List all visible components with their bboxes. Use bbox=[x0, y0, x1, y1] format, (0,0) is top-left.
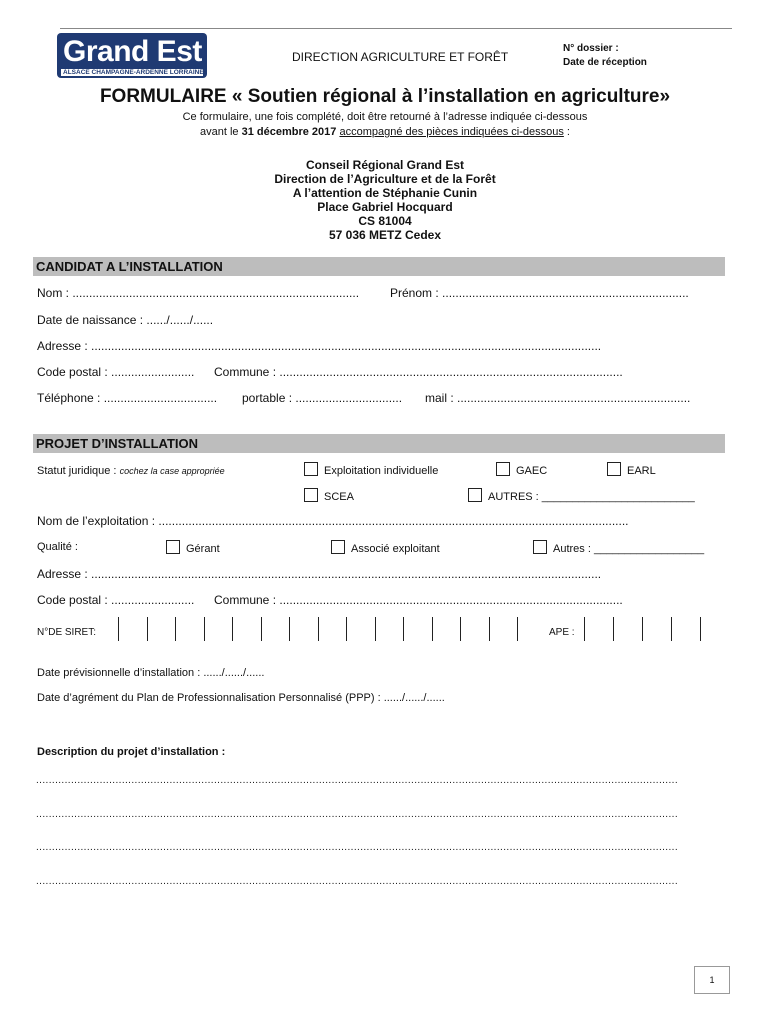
postal-address bbox=[60, 158, 710, 242]
checkbox[interactable] bbox=[304, 488, 318, 502]
siret-digit[interactable] bbox=[347, 617, 376, 641]
siret-digit[interactable] bbox=[205, 617, 234, 641]
qualite-associe[interactable] bbox=[331, 540, 440, 555]
checkbox[interactable] bbox=[166, 540, 180, 554]
option-label: EARL bbox=[627, 465, 656, 477]
candidat-commune-field[interactable]: Commune : ....................................................................................................... bbox=[214, 365, 623, 379]
form-title: FORMULAIRE « Soutien régional à l’installation en agriculture» bbox=[99, 86, 671, 107]
projet-address-field[interactable]: Adresse : ......................................................................................................................................................... bbox=[37, 567, 602, 581]
option-label: Associé exploitant bbox=[351, 543, 440, 555]
statut-label bbox=[37, 465, 225, 477]
birthdate-field[interactable]: Date de naissance : ....../....../...... bbox=[37, 313, 214, 327]
intro-after: : bbox=[563, 126, 570, 138]
option-label: SCEA bbox=[324, 491, 354, 503]
dossier-block bbox=[563, 42, 647, 70]
siret-digit[interactable] bbox=[376, 617, 405, 641]
checkbox[interactable] bbox=[331, 540, 345, 554]
qualite-gerant[interactable] bbox=[166, 540, 220, 555]
grand-est-logo bbox=[57, 33, 207, 78]
candidat-postal-code-field[interactable]: Code postal : ......................... bbox=[37, 365, 195, 379]
section-heading-projet: PROJET D’INSTALLATION bbox=[33, 434, 725, 453]
description-line[interactable]: .......................................................................................................................................................................................................... bbox=[36, 809, 679, 820]
address-line: 57 036 METZ Cedex bbox=[328, 228, 442, 242]
option-gaec[interactable] bbox=[496, 462, 547, 477]
logo-subtitle: ALSACE CHAMPAGNE-ARDENNE LORRAINE bbox=[63, 69, 204, 76]
option-label: GAEC bbox=[516, 465, 548, 477]
ape-digit[interactable] bbox=[643, 617, 672, 641]
nom-field[interactable]: Nom : ...................................................................................... bbox=[37, 286, 360, 300]
intro-text bbox=[60, 110, 710, 140]
ape-digit[interactable] bbox=[614, 617, 643, 641]
address-line: Conseil Régional Grand Est bbox=[305, 158, 465, 172]
installation-date-field[interactable]: Date prévisionnelle d’installation : ....../....../...... bbox=[37, 667, 265, 679]
address-line: Direction de l’Agriculture et de la Forêt bbox=[274, 172, 496, 186]
checkbox[interactable] bbox=[496, 462, 510, 476]
exploitation-name-field[interactable]: Nom de l’exploitation : ............................................................................................................................................. bbox=[37, 514, 629, 528]
siret-digit[interactable] bbox=[290, 617, 319, 641]
ape-digit[interactable] bbox=[585, 617, 614, 641]
checkbox[interactable] bbox=[468, 488, 482, 502]
siret-digit[interactable] bbox=[233, 617, 262, 641]
checkbox[interactable] bbox=[607, 462, 621, 476]
checkbox[interactable] bbox=[533, 540, 547, 554]
description-line[interactable]: .......................................................................................................................................................................................................... bbox=[36, 876, 679, 887]
page-number: 1 bbox=[694, 966, 730, 994]
siret-digit[interactable] bbox=[490, 617, 519, 641]
statut-hint: cochez la case appropriée bbox=[119, 466, 225, 476]
option-label: Autres : __________________ bbox=[553, 543, 705, 555]
option-exploitation[interactable] bbox=[304, 462, 438, 477]
ape-boxes[interactable] bbox=[584, 617, 701, 641]
email-field[interactable]: mail : ...................................................................... bbox=[425, 391, 691, 405]
prenom-field[interactable]: Prénom : .......................................................................... bbox=[390, 286, 689, 300]
siret-boxes[interactable] bbox=[118, 617, 518, 641]
address-line: Place Gabriel Hocquard bbox=[317, 200, 453, 214]
top-rule bbox=[60, 28, 732, 29]
attachments-note: accompagné des pièces indiquées ci-dessous bbox=[339, 126, 564, 138]
siret-digit[interactable] bbox=[319, 617, 348, 641]
intro-before: avant le bbox=[200, 126, 242, 138]
checkbox[interactable] bbox=[304, 462, 318, 476]
address-line: A l’attention de Stéphanie Cunin bbox=[292, 186, 478, 200]
description-line[interactable]: .......................................................................................................................................................................................................... bbox=[36, 842, 679, 853]
option-label: Exploitation individuelle bbox=[324, 465, 439, 477]
siret-digit[interactable] bbox=[176, 617, 205, 641]
siret-digit[interactable] bbox=[148, 617, 177, 641]
telephone-field[interactable]: Téléphone : .................................. bbox=[37, 391, 218, 405]
siret-digit[interactable] bbox=[433, 617, 462, 641]
ppp-date-field[interactable]: Date d’agrément du Plan de Professionnalisation Personnalisé (PPP) : ....../....../...... bbox=[37, 692, 445, 704]
description-label: Description du projet d’installation : bbox=[37, 746, 226, 758]
logo-brand: Grand Est bbox=[63, 35, 202, 68]
qualite-label: Qualité : bbox=[37, 541, 78, 553]
ape-label: APE : bbox=[549, 627, 575, 638]
siret-digit[interactable] bbox=[404, 617, 433, 641]
siret-label: N°DE SIRET: bbox=[37, 627, 97, 638]
direction-label: DIRECTION AGRICULTURE ET FORÊT bbox=[292, 50, 509, 64]
reception-date-label: Date de réception bbox=[563, 57, 647, 68]
option-label: Gérant bbox=[186, 543, 220, 555]
projet-commune-field[interactable]: Commune : ....................................................................................................... bbox=[214, 593, 623, 607]
intro-line-2 bbox=[60, 125, 710, 140]
section-heading-candidat: CANDIDAT A L’INSTALLATION bbox=[33, 257, 725, 276]
dossier-number-label: N° dossier : bbox=[563, 43, 619, 54]
option-autres[interactable] bbox=[468, 488, 695, 503]
qualite-autres[interactable] bbox=[533, 540, 704, 555]
statut-label-text: Statut juridique : bbox=[37, 465, 120, 477]
siret-digit[interactable] bbox=[262, 617, 291, 641]
ape-digit[interactable] bbox=[672, 617, 701, 641]
candidat-address-field[interactable]: Adresse : ......................................................................................................................................................... bbox=[37, 339, 602, 353]
mobile-field[interactable]: portable : ................................ bbox=[242, 391, 403, 405]
deadline-date: 31 décembre 2017 bbox=[241, 126, 337, 138]
projet-postal-code-field[interactable]: Code postal : ......................... bbox=[37, 593, 195, 607]
siret-digit[interactable] bbox=[461, 617, 490, 641]
option-scea[interactable] bbox=[304, 488, 354, 503]
intro-line-1: Ce formulaire, une fois complété, doit être retourné à l’adresse indiquée ci-dessous bbox=[182, 111, 588, 123]
address-line: CS 81004 bbox=[358, 214, 412, 228]
siret-digit[interactable] bbox=[119, 617, 148, 641]
option-earl[interactable] bbox=[607, 462, 656, 477]
description-line[interactable]: .......................................................................................................................................................................................................... bbox=[36, 775, 679, 786]
option-label: AUTRES : _________________________ bbox=[488, 491, 695, 503]
